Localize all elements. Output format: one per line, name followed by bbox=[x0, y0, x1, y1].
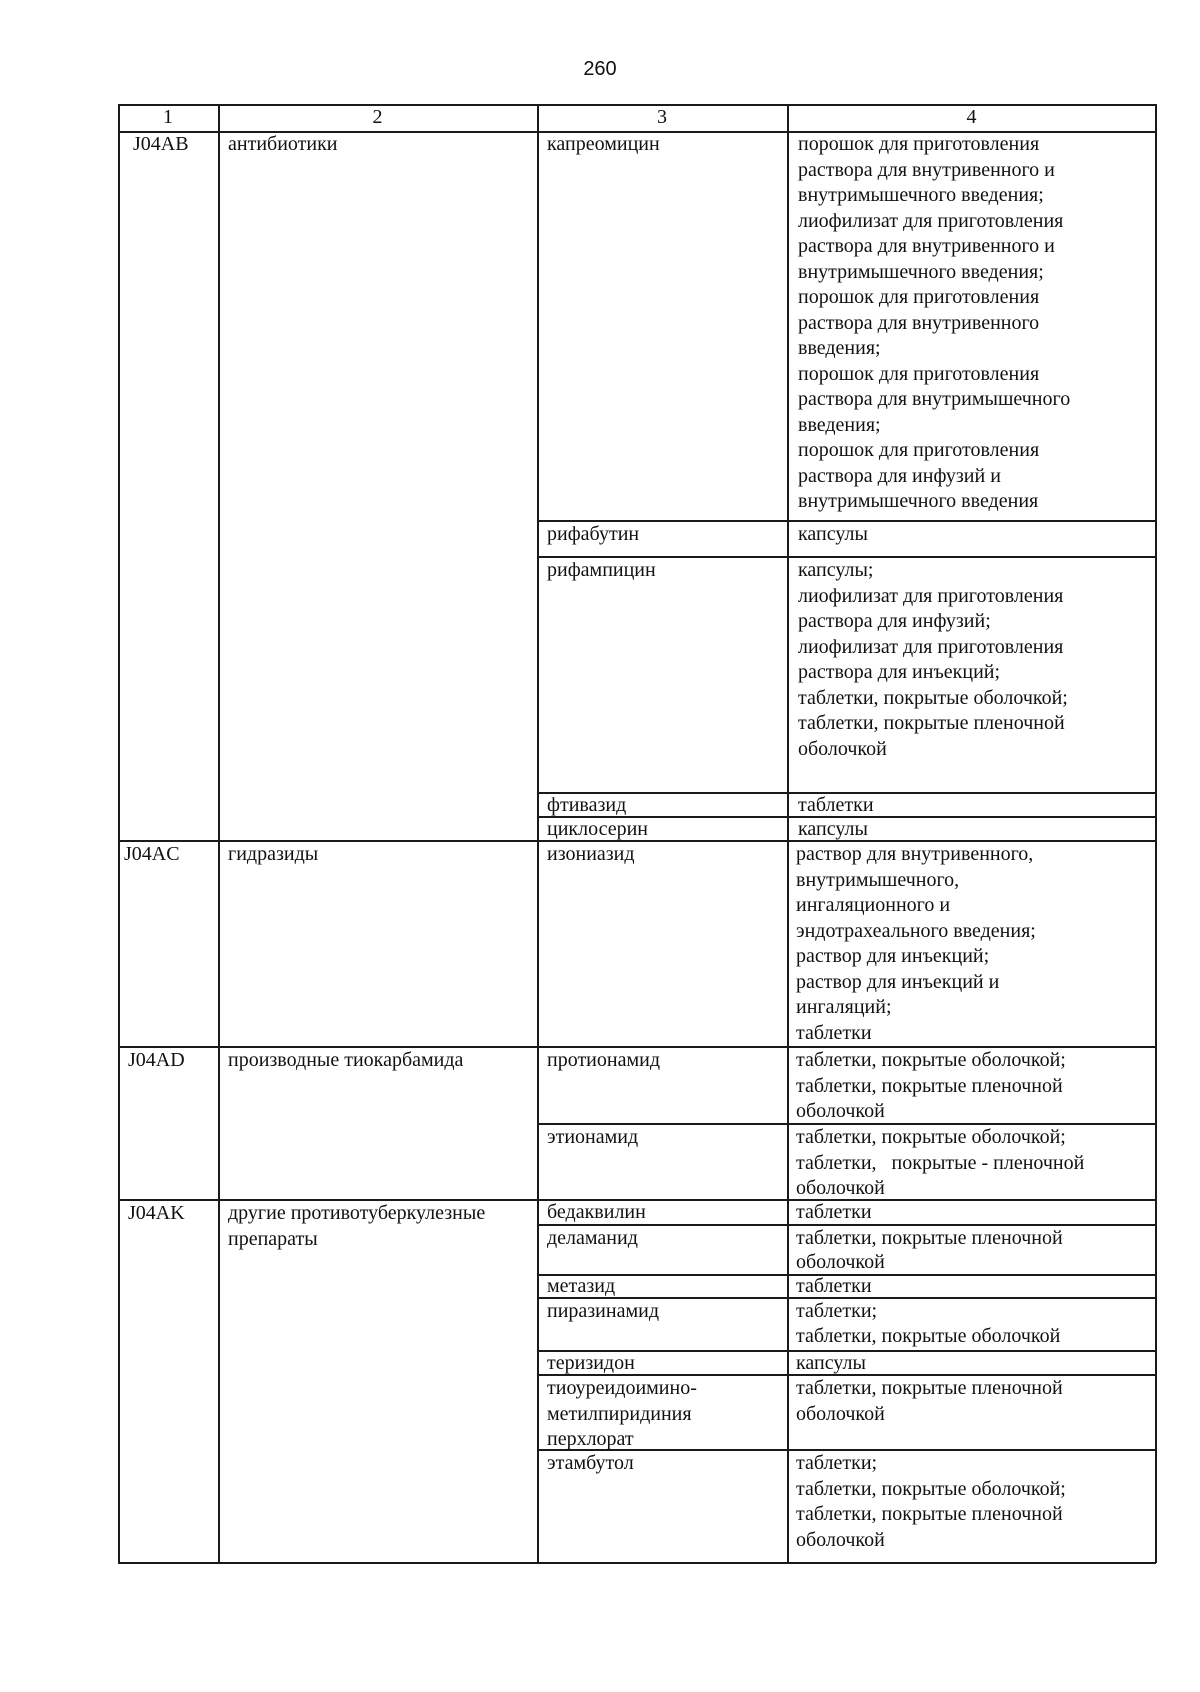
drug-name: циклосерин bbox=[547, 818, 649, 840]
dosage-forms: таблетки bbox=[796, 1275, 872, 1297]
column-divider-2 bbox=[537, 104, 539, 1563]
group-name: производные тиокарбамида bbox=[228, 1049, 464, 1071]
dosage-forms: таблетки, покрытые пленочной оболочкой bbox=[796, 1227, 1063, 1273]
drug-name: рифампицин bbox=[547, 559, 656, 581]
drug-name: фтивазид bbox=[547, 794, 627, 816]
drug-name: изониазид bbox=[547, 843, 635, 865]
column-divider-1 bbox=[218, 104, 220, 1563]
column-divider-3 bbox=[787, 104, 789, 1563]
header-cell-3: 3 bbox=[657, 106, 667, 128]
drug-table bbox=[118, 104, 1156, 1563]
drug-name: деламанид bbox=[547, 1227, 638, 1249]
group-code: J04AD bbox=[128, 1049, 185, 1071]
dosage-forms: таблетки, покрытые пленочной оболочкой bbox=[796, 1377, 1063, 1425]
header-cell-2: 2 bbox=[372, 106, 383, 128]
drug-name: бедаквилин bbox=[547, 1201, 646, 1223]
table-border-left bbox=[118, 104, 120, 1563]
dosage-forms: таблетки, покрытые оболочкой; таблетки, покрытые - пленочной оболочкой bbox=[796, 1126, 1085, 1199]
dosage-forms: таблетки; таблетки, покрытые оболочкой; таблетки, покрытые пленочной оболочкой bbox=[796, 1452, 1066, 1551]
dosage-forms: таблетки bbox=[798, 794, 874, 816]
group-code: J04AK bbox=[128, 1202, 185, 1224]
drug-name: капреомицин bbox=[547, 133, 660, 155]
drug-name: протионамид bbox=[547, 1049, 660, 1071]
dosage-forms: капсулы bbox=[796, 1352, 866, 1374]
drug-name: метазид bbox=[547, 1275, 616, 1297]
group-name: гидразиды bbox=[228, 843, 319, 865]
dosage-forms: капсулы; лиофилизат для приготовления раствора для инфузий; лиофилизат для приготовления раствора для инъекций; таблетки, покрытые оболочкой; таблетки, покрытые пленочной оболочкой bbox=[798, 559, 1068, 760]
dosage-forms: порошок для приготовления раствора для внутривенного и внутримышечного введения; лиофилизат для приготовления раствора для внутривенного и внутримышечного введения; порошок для приготовления раствора для внутривенного введения; порошок для приготовления раствора для внутримышечного введения; порошок для приготовления раствора для инфузий и внутримышечного введения bbox=[798, 133, 1071, 512]
header-cell-4: 4 bbox=[966, 106, 977, 128]
dosage-forms: таблетки bbox=[796, 1201, 872, 1223]
drug-name: этионамид bbox=[547, 1126, 639, 1148]
group-code: J04AB bbox=[133, 133, 189, 155]
table-border-bottom bbox=[118, 1562, 1156, 1564]
drug-name: теризидон bbox=[547, 1352, 635, 1374]
dosage-forms: раствор для внутривенного, внутримышечного, ингаляционного и эндотрахеального введения; раствор для инъекций; раствор для инъекций и ингаляций; таблетки bbox=[796, 843, 1036, 1044]
drug-name: пиразинамид bbox=[547, 1300, 660, 1322]
dosage-forms: таблетки, покрытые оболочкой; таблетки, покрытые пленочной оболочкой bbox=[796, 1049, 1066, 1122]
dosage-forms: таблетки; таблетки, покрытые оболочкой bbox=[796, 1300, 1061, 1347]
page-number: 260 bbox=[583, 58, 617, 80]
group-name: антибиотики bbox=[228, 133, 338, 155]
table-border-right bbox=[1155, 104, 1157, 1563]
group-name: другие противотуберкулезные препараты bbox=[228, 1202, 486, 1250]
header-cell-1: 1 bbox=[163, 106, 173, 128]
group-code: J04AC bbox=[124, 843, 180, 865]
dosage-forms: капсулы bbox=[798, 818, 868, 840]
dosage-forms: капсулы bbox=[798, 523, 868, 545]
drug-name: этамбутол bbox=[547, 1452, 634, 1474]
drug-name: рифабутин bbox=[547, 523, 640, 545]
drug-name: тиоуреидоимино- метилпиридиния перхлорат bbox=[547, 1377, 697, 1450]
